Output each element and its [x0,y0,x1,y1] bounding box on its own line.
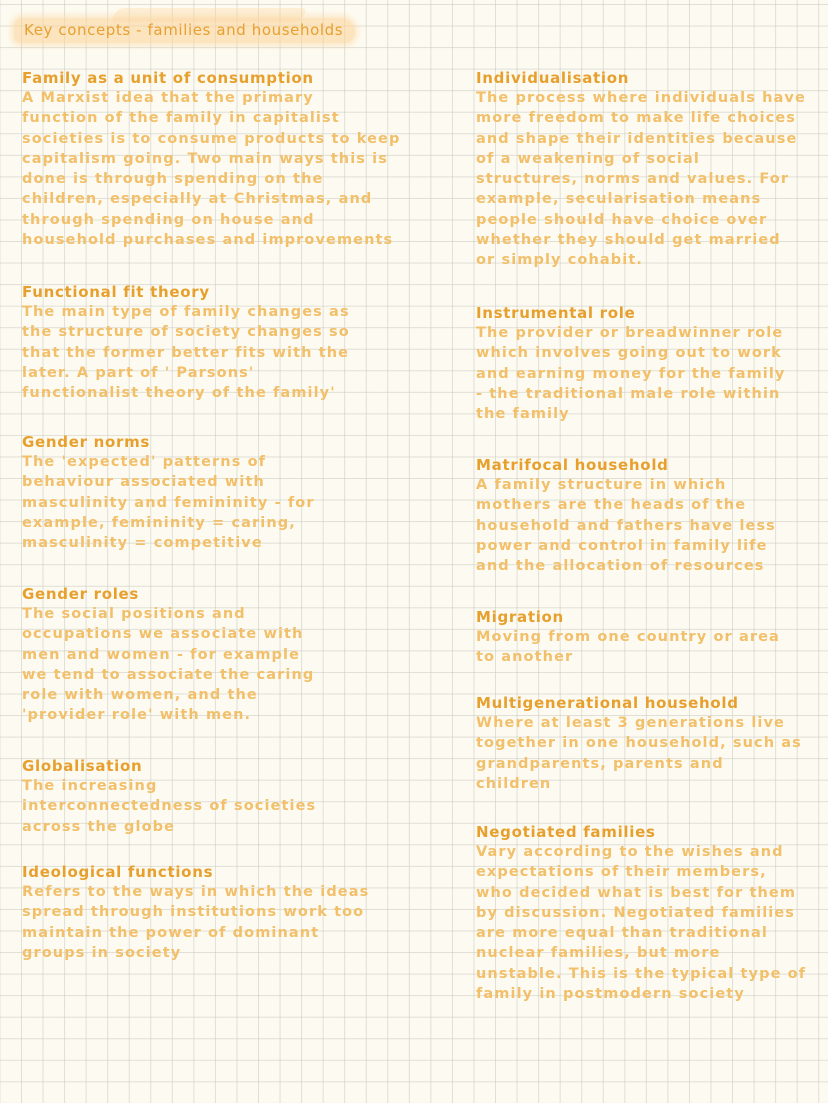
definition-line: people should have choice over [476,211,768,228]
definition-line: nuclear families, but more [476,945,721,962]
definition-line: mothers are the heads of the [476,497,747,514]
definition-line: the family [476,406,570,423]
term-heading: Globalisation [22,757,143,775]
page-title: Key concepts - families and households [24,21,344,39]
definition-line: masculinity and femininity - for [22,494,315,511]
term-definition [22,452,315,553]
term-definition [22,882,369,963]
definition-line: which involves going out to work [476,345,782,362]
term-heading: Functional fit theory [22,283,210,301]
definition-line: The 'expected' patterns of [22,454,267,470]
term-heading: Multigenerational household [476,694,739,712]
definition-line: to another [476,649,574,666]
definition-line: The increasing [22,778,158,794]
term-heading: Gender norms [22,433,151,451]
definition-line: of a weakening of social [476,150,700,167]
entry-functional-fit-theory [22,282,350,403]
definition-line: occupations we associate with [22,626,304,643]
entry-instrumental-role [476,303,785,424]
definition-line: grandparents, parents and [476,755,724,772]
entry-migration [476,607,780,668]
definition-line: children [476,775,552,792]
definition-line: or simply cohabit. [476,252,643,269]
definition-line: example, secularisation means [476,191,762,208]
definition-line: by discussion. Negotiated families [476,904,796,921]
term-definition [22,604,314,726]
definition-line: Vary according to the wishes and [476,844,784,860]
definition-line: power and control in family life [476,537,768,554]
term-definition [476,475,776,576]
definition-line: A Marxist idea that the primary [22,90,314,106]
term-definition [476,842,806,1004]
entry-negotiated-families [476,822,806,1004]
definition-line: are more equal than traditional [476,925,768,942]
definition-line: example, femininity = caring, [22,514,296,531]
definition-line: later. A part of ' Parsons' [22,364,255,381]
definition-line: and earning money for the family [476,365,786,382]
definition-line: who decided what is best for them [476,884,797,901]
definition-line: done is through spending on the [22,171,324,188]
term-definition [476,713,802,794]
definition-line: maintain the power of dominant [22,924,320,941]
definition-line: role with women, and the [22,687,258,704]
term-definition [476,88,806,271]
definition-line: Refers to the ways in which the ideas [22,884,370,900]
term-heading: Migration [476,608,564,626]
definition-line: together in one household, such as [476,735,802,752]
term-definition [22,88,400,250]
definition-line: 'provider role' with men. [22,707,252,724]
definition-line: function of the family in capitalist [22,110,340,127]
entry-multigenerational-household [476,693,802,794]
entry-ideological-functions [22,862,369,963]
definition-line: capitalism going. Two main ways this is [22,150,388,167]
term-heading: Matrifocal household [476,456,669,474]
term-heading: Negotiated families [476,823,656,841]
definition-line: functionalist theory of the family' [22,385,336,402]
term-heading: Instrumental role [476,304,636,322]
definition-line: - the traditional male role within [476,385,781,402]
definition-line: spread through institutions work too [22,904,365,921]
definition-line: masculinity = competitive [22,535,263,552]
term-definition [22,302,350,403]
definition-line: expectations of their members, [476,864,767,881]
entry-family-as-unit-of-consumption [22,68,400,250]
page-title-highlight [14,18,355,43]
definition-line: The social positions and [22,606,246,622]
definition-line: family in postmodern society [476,986,745,1003]
definition-line: The process where individuals have [476,90,806,106]
term-definition [22,776,316,837]
term-definition [476,627,780,668]
term-heading: Individualisation [476,69,630,87]
entry-matrifocal-household [476,455,776,576]
definition-line: The main type of family changes as [22,304,350,320]
entry-globalisation [22,756,316,837]
definition-line: societies is to consume products to keep [22,130,401,147]
definition-line: Moving from one country or area [476,629,780,645]
definition-line: groups in society [22,944,182,961]
term-heading: Ideological functions [22,863,214,881]
definition-line: men and women - for example [22,646,301,663]
definition-line: whether they should get married [476,232,781,249]
definition-line: across the globe [22,818,176,835]
definition-line: Where at least 3 generations live [476,715,785,731]
definition-line: the structure of society changes so [22,324,350,341]
term-heading: Family as a unit of consumption [22,69,314,87]
definition-line: household purchases and improvements [22,232,394,249]
definition-line: behaviour associated with [22,474,265,491]
definition-line: and shape their identities because [476,130,798,147]
definition-line: and the allocation of resources [476,558,765,575]
definition-line: The provider or breadwinner role [476,325,784,341]
definition-line: interconnectedness of societies [22,798,317,815]
definition-line: structures, norms and values. For [476,171,790,188]
definition-line: that the former better fits with the [22,344,350,361]
entry-individualisation [476,68,806,271]
definition-line: we tend to associate the caring [22,666,315,683]
entry-gender-roles [22,584,314,726]
definition-line: unstable. This is the typical type of [476,965,807,982]
definition-line: A family structure in which [476,477,727,493]
term-definition [476,323,785,424]
entry-gender-norms [22,432,315,553]
term-heading: Gender roles [22,585,140,603]
definition-line: through spending on house and [22,211,315,228]
definition-line: children, especially at Christmas, and [22,191,373,208]
definition-line: more freedom to make life choices [476,110,797,127]
definition-line: household and fathers have less [476,517,776,534]
